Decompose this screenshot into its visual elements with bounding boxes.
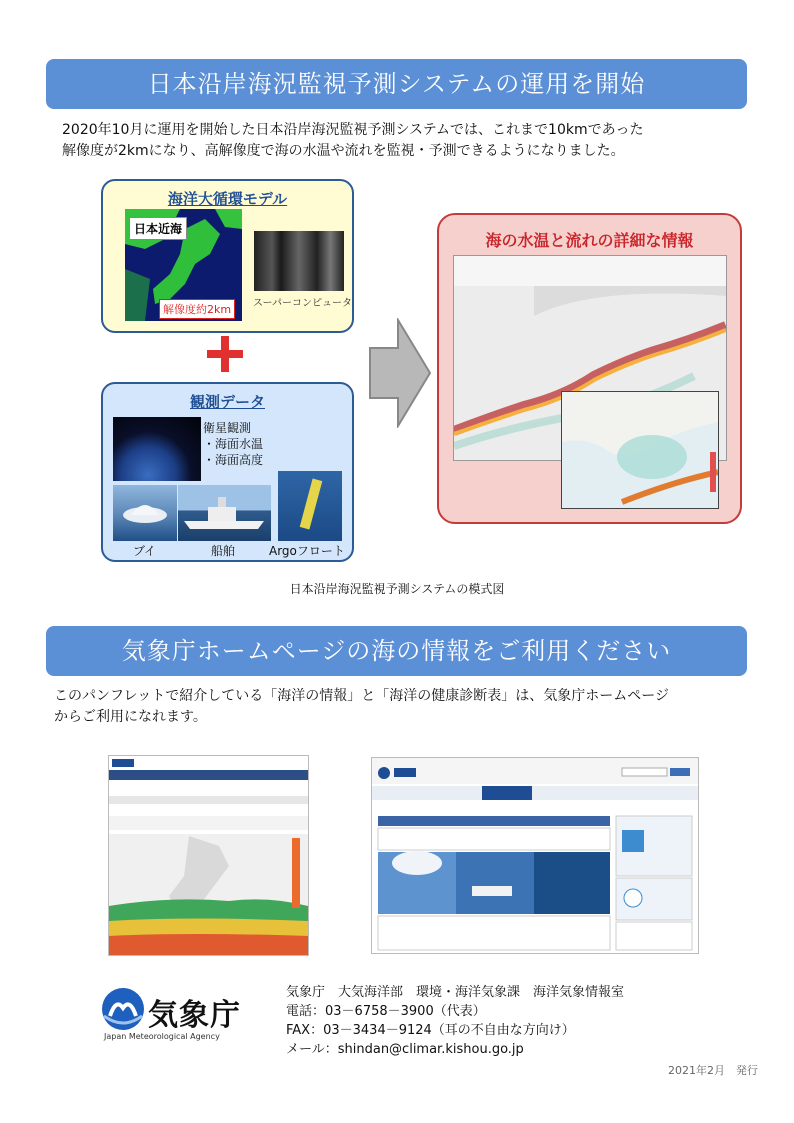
ocean-model-box bbox=[101, 179, 354, 333]
ocean-info-website-screenshot bbox=[108, 755, 309, 956]
map-label: 日本近海 bbox=[129, 217, 187, 240]
detail-box-title: 海の水温と流れの詳細な情報 bbox=[485, 231, 694, 250]
intro-line: 解像度が2kmになり、高解像度で海の水温や流れを監視・予測できるようになりました。 bbox=[62, 143, 625, 159]
jma-logo-english: Japan Meteorological Agency bbox=[104, 1032, 220, 1041]
obs-box-title: 観測データ bbox=[189, 393, 265, 411]
plus-icon bbox=[207, 336, 243, 372]
detailed-info-box bbox=[437, 213, 742, 524]
contact-email: メール：shindan@climar.kishou.go.jp bbox=[286, 1042, 524, 1057]
section1-intro bbox=[62, 120, 643, 162]
satellite-text bbox=[203, 420, 263, 468]
argo-float-photo bbox=[278, 471, 342, 541]
model-box-title: 海洋大循環モデル bbox=[167, 190, 288, 208]
buoy-caption: ブイ bbox=[133, 544, 156, 558]
intro-line: このパンフレットで紹介している「海洋の情報」と「海洋の健康診断表」は、気象庁ホームページ bbox=[54, 688, 670, 704]
zoomed-coast-inset bbox=[561, 391, 719, 509]
contact-phone: 電話：03－6758－3900（代表） bbox=[286, 1004, 486, 1019]
jma-logo-icon bbox=[100, 986, 146, 1032]
satellite-line: ・海面水温 bbox=[203, 437, 264, 451]
issue-date: 2021年2月 発行 bbox=[668, 1064, 758, 1077]
argo-caption: Argoフロート bbox=[269, 544, 345, 558]
supercomputer-caption: スーパーコンピュータ bbox=[253, 298, 352, 309]
jma-logo-text: 気象庁 bbox=[148, 998, 241, 1033]
ship-caption: 船舶 bbox=[211, 544, 236, 558]
right-arrow-icon bbox=[368, 318, 432, 428]
intro-line: 2020年10月に運用を開始した日本沿岸海況監視予測システムでは、これまで10kmであった bbox=[62, 122, 644, 138]
supercomputer-photo bbox=[254, 231, 344, 291]
observation-data-box bbox=[101, 382, 354, 562]
satellite-line: ・海面高度 bbox=[203, 453, 264, 467]
section2-banner: 気象庁ホームページの海の情報をご利用ください bbox=[46, 626, 747, 676]
ocean-health-website-screenshot bbox=[371, 757, 699, 954]
resolution-label: 解像度約2km bbox=[159, 299, 235, 319]
contact-fax: FAX：03－3434－9124（耳の不自由な方向け） bbox=[286, 1023, 575, 1038]
japan-map-image bbox=[125, 209, 242, 321]
intro-line: からご利用になれます。 bbox=[54, 709, 207, 725]
ship-photo bbox=[178, 485, 271, 541]
section1-banner: 日本沿岸海況監視予測システムの運用を開始 bbox=[46, 59, 747, 109]
section2-intro bbox=[54, 686, 669, 728]
buoy-photo bbox=[113, 485, 177, 541]
contact-department: 気象庁 大気海洋部 環境・海洋気象課 海洋気象情報室 bbox=[286, 985, 625, 1000]
satellite-line: 衛星観測 bbox=[203, 421, 252, 435]
contact-info bbox=[286, 983, 624, 1059]
satellite-photo bbox=[113, 417, 201, 481]
diagram-caption: 日本沿岸海況監視予測システムの模式図 bbox=[289, 582, 505, 596]
